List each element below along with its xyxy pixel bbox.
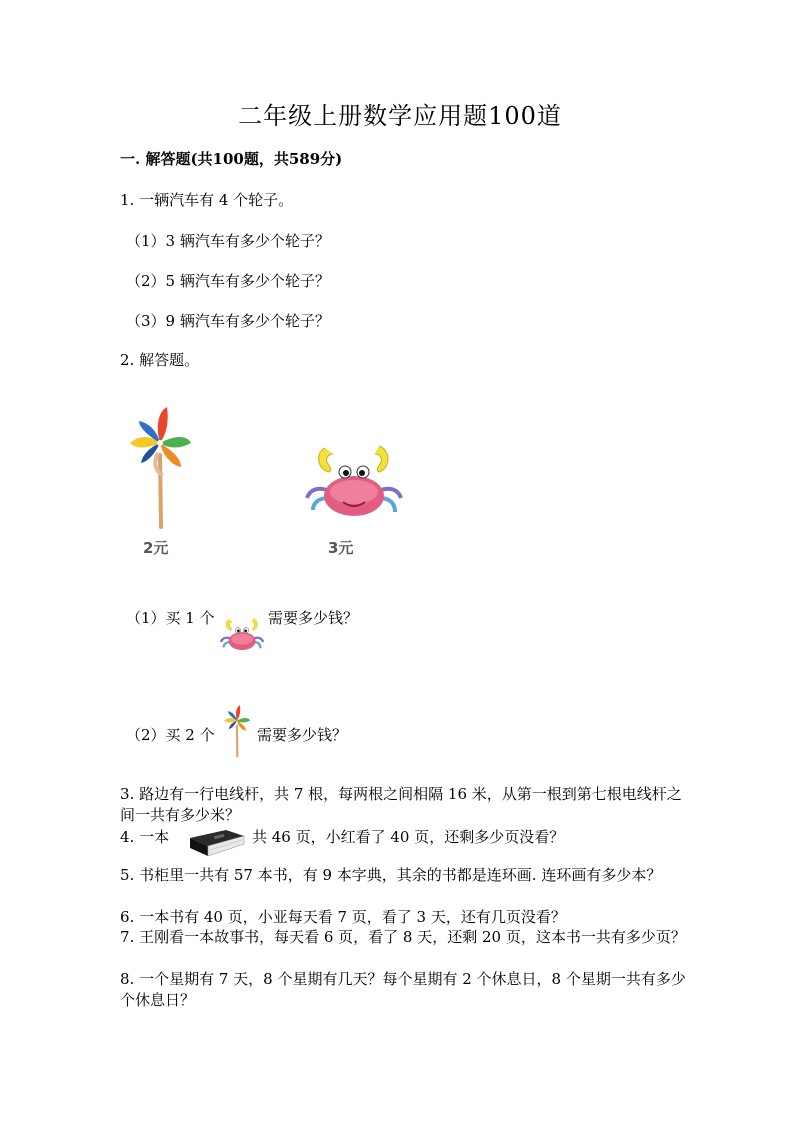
question-4-prefix: 4. 一本 [120,828,170,846]
pinwheel-price: 2元 [143,539,169,557]
question-2-part-2-prefix: （2）买 2 个 [126,726,215,744]
question-1-sub-2: （2）5 辆汽车有多少个轮子？ [126,272,330,290]
question-7: 7. 王刚看一本故事书，每天看 6 页，看了 8 天，还剩 20 页，这本书一共有多少页？ [120,928,686,946]
question-1-stem: 1. 一辆汽车有 4 个轮子。 [120,191,294,209]
question-3: 3. 路边有一行电线杆，共 7 根，每两根之间相隔 16 米，从第一根到第七根电线杆之间一共有多少米？ [120,785,682,824]
question-6: 6. 一本书有 40 页，小亚每天看 7 页，看了 3 天，还有几页没看？ [120,908,566,926]
question-2-part-1-suffix: 需要多少钱？ [268,609,359,627]
question-1-sub-1: （1）3 辆汽车有多少个轮子？ [126,232,330,250]
question-1-sub-3: （3）9 辆汽车有多少个轮子？ [126,312,330,330]
crab-price: 3元 [328,539,354,557]
question-8: 8. 一个星期有 7 天，8 个星期有几天？每个星期有 2 个休息日，8 个星期一共有多少个休息日？ [120,970,686,1009]
crab-icon [220,615,265,655]
pinwheel-icon [222,702,254,760]
question-2-stem: 2. 解答题。 [120,351,200,369]
question-2-part-1-prefix: （1）买 1 个 [126,609,215,627]
question-4-suffix: 共 46 页，小红看了 40 页，还剩多少页没看？ [252,828,565,846]
crab-icon [305,440,405,525]
book-icon [186,826,246,860]
section-heading: 一. 解答题(共100题，共589分) [120,150,343,168]
question-2-part-2-suffix: 需要多少钱？ [257,726,348,744]
page-title: 二年级上册数学应用题100道 [238,102,562,130]
pinwheel-icon [125,405,200,530]
question-5: 5. 书柜里一共有 57 本书，有 9 本字典，其余的书都是连环画. 连环画有多少本？ [120,866,662,884]
